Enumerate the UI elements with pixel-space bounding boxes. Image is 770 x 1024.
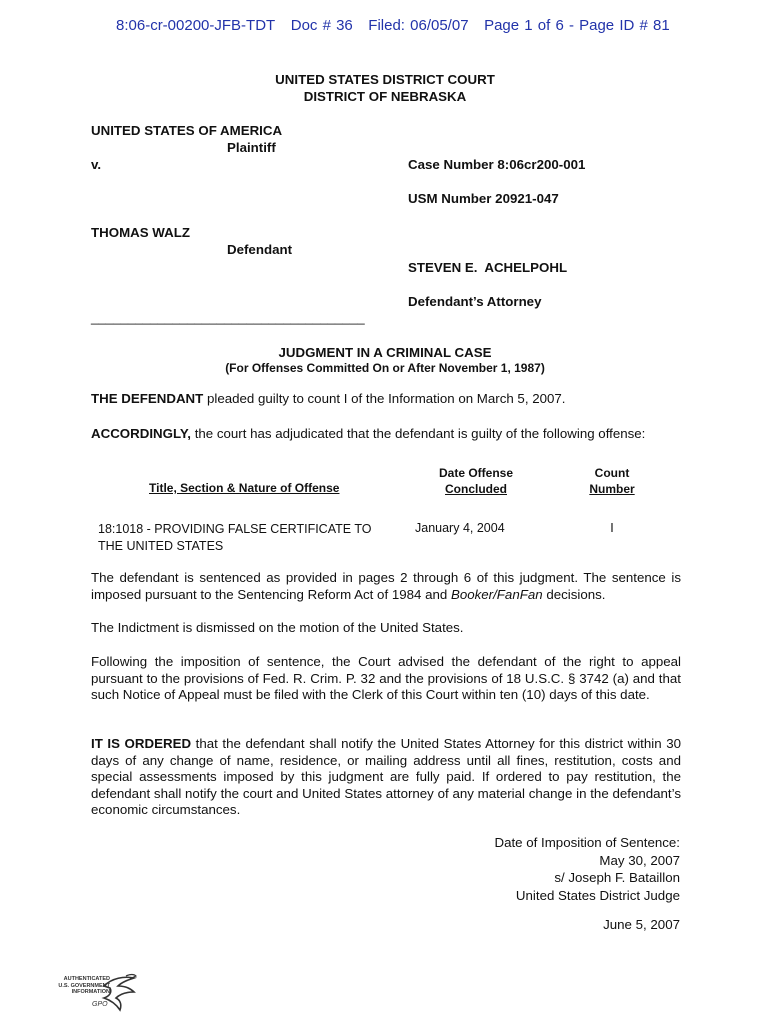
judgment-subtitle: (For Offenses Committed On or After November 1, 1987)	[225, 361, 545, 375]
signature-date: June 5, 2007	[603, 917, 680, 932]
caption-rule: _____________________________________	[91, 310, 365, 325]
offense-line-1: 18:1018 - PROVIDING FALSE CERTIFICATE TO	[98, 522, 372, 536]
dismissal-paragraph: The Indictment is dismissed on the motion of the United States.	[91, 620, 464, 635]
order-paragraph	[91, 736, 681, 819]
signature-block	[494, 834, 680, 904]
judgment-title: JUDGMENT IN A CRIMINAL CASE	[278, 345, 492, 360]
defendant-name: THOMAS WALZ	[91, 225, 190, 240]
adjudication-text: the court has adjudicated that the defendant is guilty of the following offense:	[191, 426, 646, 441]
judge-title: United States District Judge	[515, 887, 680, 903]
seal-line-3: INFORMATION	[71, 989, 110, 995]
imposition-date: May 30, 2007	[599, 852, 680, 868]
seal-line-2: U.S. GOVERNMENT	[58, 982, 110, 989]
court-line-2: DISTRICT OF NEBRASKA	[303, 89, 467, 104]
appeal-paragraph: Following the imposition of sentence, the Court advised the defendant of the right to appeal pursuant to the provisions of Fed. R. Crim. P. 32 and the provisions of 18 U.S.C. § 3742 (a) and that such Notice of Appeal must be filed with the Clerk of this Court within ten (10) days of this date.	[91, 654, 681, 702]
plea-paragraph	[91, 391, 681, 408]
seal-gpo: GPO	[92, 1001, 108, 1008]
col-header-count	[572, 465, 652, 497]
col-header-date-line2: Concluded	[445, 482, 507, 496]
order-text: that the defendant shall notify the United States Attorney for this district within 30 days of any change of name, residence, or mailing address until all fines, restitution, costs and special assessments imposed by this judgment are fully paid. If ordered to pay restitution, the defendant shall notify the court and United States attorney of any material change in the defendant’s economic circumstances.	[91, 736, 681, 817]
eagle-icon	[100, 972, 140, 1016]
plaintiff-role: Plaintiff	[227, 140, 276, 155]
sentence-text-end: decisions.	[542, 586, 606, 602]
col-header-count-line1: Count	[594, 466, 630, 480]
adjudication-lead: ACCORDINGLY,	[91, 426, 191, 441]
col-header-date-line1: Date Offense	[438, 466, 514, 480]
header-filed: Filed: 06/05/07	[368, 17, 469, 34]
sentence-text: The defendant is sentenced as provided in pages 2 through 6 of this judgment. The sentence is imposed pursuant to the Sentencing Reform Act of 1984 and	[91, 570, 681, 602]
imposition-label: Date of Imposition of Sentence:	[494, 835, 680, 850]
gpo-authentication-seal	[40, 972, 140, 1016]
header-doc: Doc # 36	[290, 17, 353, 34]
header-page: Page 1 of 6 - Page ID # 81	[484, 17, 670, 34]
attorney-role: Defendant’s Attorney	[408, 294, 542, 309]
offense-cell	[98, 521, 371, 555]
sentence-italic: Booker/FanFan	[450, 586, 543, 602]
judge-signature: s/ Joseph F. Bataillon	[554, 870, 680, 885]
plaintiff-name: UNITED STATES OF AMERICA	[91, 123, 283, 138]
offense-date-cell: January 4, 2004	[415, 521, 505, 535]
adjudication-paragraph	[91, 426, 681, 443]
defendant-role: Defendant	[227, 242, 293, 257]
case-number: Case Number 8:06cr200-001	[408, 157, 586, 172]
attorney-name: STEVEN E. ACHELPOHL	[408, 260, 568, 275]
order-lead: IT IS ORDERED	[91, 736, 192, 751]
filing-header	[116, 17, 670, 34]
seal-line-1: AUTHENTICATED	[63, 976, 110, 982]
court-line-1: UNITED STATES DISTRICT COURT	[275, 72, 495, 87]
sentence-paragraph	[91, 570, 681, 603]
col-header-offense: Title, Section & Nature of Offense	[149, 481, 340, 495]
usm-number: USM Number 20921-047	[408, 191, 559, 206]
court-name	[0, 71, 770, 105]
offense-line-2: THE UNITED STATES	[98, 539, 224, 553]
header-case-id: 8:06-cr-00200-JFB-TDT	[116, 17, 276, 34]
plea-lead: THE DEFENDANT	[91, 391, 204, 406]
offense-count-cell: I	[610, 521, 614, 535]
col-header-date	[416, 465, 536, 497]
col-header-count-line2: Number	[589, 482, 635, 496]
plea-text: pleaded guilty to count I of the Information on March 5, 2007.	[203, 391, 566, 406]
versus: v.	[91, 157, 102, 172]
